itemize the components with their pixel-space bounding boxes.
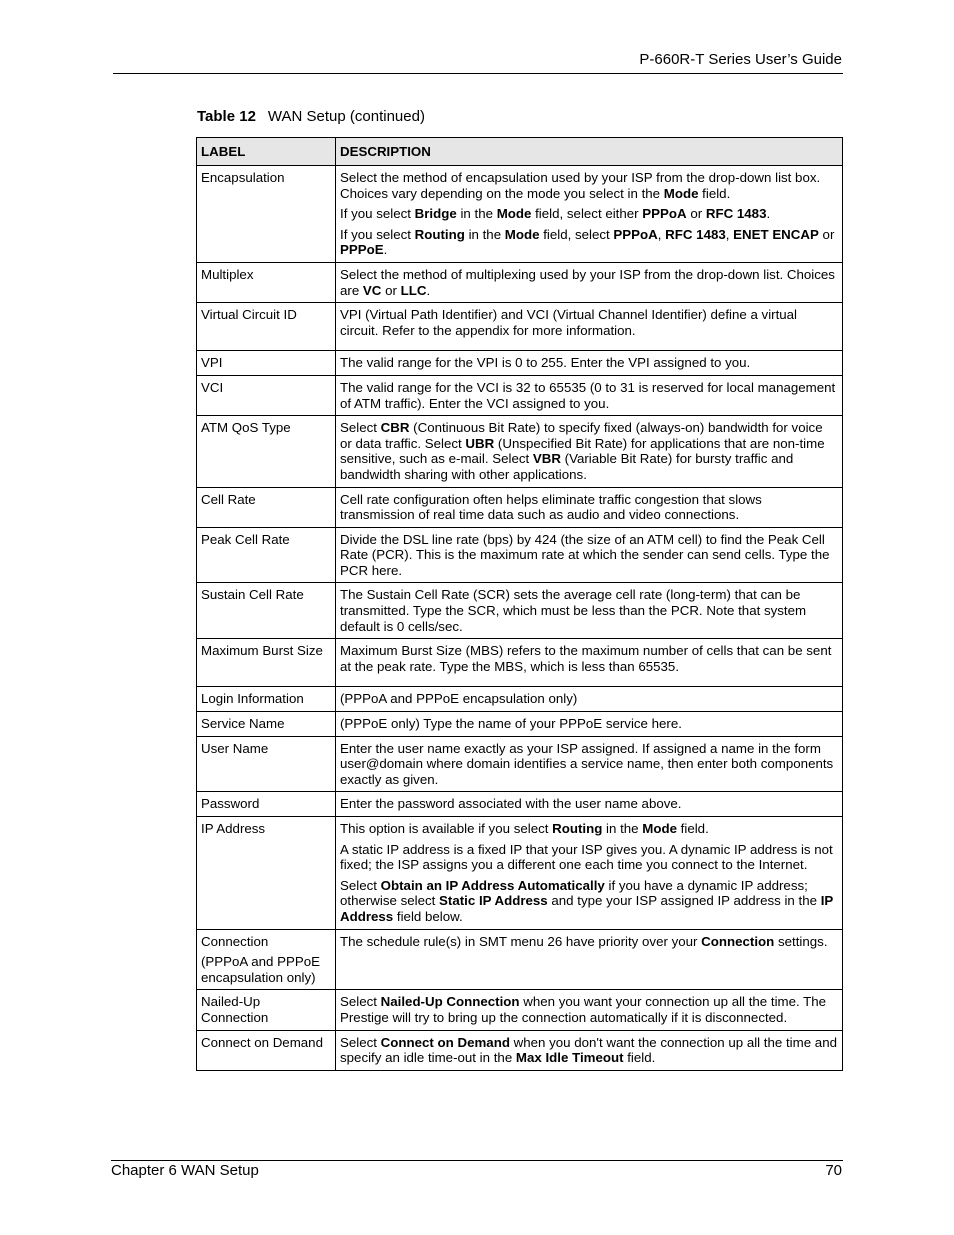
bold-term: VBR	[532, 451, 561, 467]
text-run: A static IP address is a fixed IP that your ISP gives you. A dynamic IP address is not fixed; the ISP assigns you a different one each time you connect to the Internet.	[340, 841, 833, 873]
row-description-paragraph	[340, 307, 838, 338]
table-row	[197, 166, 843, 263]
row-description	[336, 990, 843, 1030]
text-run: If you select	[340, 226, 415, 242]
column-header-description: DESCRIPTION	[336, 138, 843, 166]
row-description	[336, 687, 843, 712]
bold-term: PPPoE	[340, 242, 384, 258]
row-description-paragraph	[340, 821, 838, 837]
text-run: Select	[340, 877, 381, 893]
text-run: The Sustain Cell Rate (SCR) sets the average cell rate (long-term) that can be transmitted. Type the SCR, which must be less than the PCR. Note that system default is 0 cells/sec.	[340, 587, 807, 634]
table-row	[197, 487, 843, 527]
text-run: The valid range for the VCI is 32 to 65535 (0 to 31 is reserved for local management of ATM traffic). Enter the VCI assigned to you.	[340, 379, 836, 411]
table-row	[197, 351, 843, 376]
row-label	[197, 487, 336, 527]
text-run: .	[383, 242, 388, 258]
text-run: .	[426, 282, 431, 298]
row-label-text: VPI	[201, 355, 223, 371]
row-label-text: Sustain Cell Rate	[201, 587, 304, 603]
row-label-text: ATM QoS Type	[201, 420, 291, 436]
text-run: Select the method of encapsulation used by your ISP from the drop-down list box. Choices vary depending on the mode you select in the	[340, 170, 821, 201]
bold-term: Obtain an IP Address Automatically	[380, 877, 605, 893]
row-description-paragraph	[340, 267, 838, 298]
row-description-paragraph	[340, 492, 838, 523]
bold-term: CBR	[380, 420, 410, 436]
table-header-row	[197, 138, 843, 166]
table-row	[197, 817, 843, 930]
row-label-text: Nailed-Up Connection	[201, 994, 269, 1025]
row-label-text: Maximum Burst Size	[201, 643, 323, 659]
column-header-label: LABEL	[197, 138, 336, 166]
bold-term: Mode	[663, 185, 699, 201]
row-label	[197, 583, 336, 639]
text-run: Enter the user name exactly as your ISP assigned. If assigned a name in the form user@domain where domain identifies a service name, then enter both components exactly as given.	[340, 740, 834, 787]
text-run: (PPPoE only) Type the name of your PPPoE service here.	[340, 716, 682, 732]
table-row	[197, 639, 843, 687]
row-label	[197, 736, 336, 792]
table-row	[197, 262, 843, 302]
wan-setup-table	[196, 137, 843, 1071]
row-label-text: Virtual Circuit ID	[201, 307, 297, 323]
row-label-text: VCI	[201, 379, 224, 395]
row-description-paragraph	[340, 741, 838, 788]
footer-chapter: Chapter 6 WAN Setup	[111, 1162, 259, 1179]
row-label	[197, 351, 336, 376]
table-row	[197, 527, 843, 583]
row-label	[197, 639, 336, 687]
row-description-paragraph	[340, 1035, 838, 1066]
text-run: or	[818, 226, 835, 242]
row-label-text: Peak Cell Rate	[201, 531, 290, 547]
row-label	[197, 1030, 336, 1070]
text-run: Select	[340, 994, 381, 1010]
row-description-paragraph	[340, 643, 838, 674]
text-run: or	[381, 282, 401, 298]
row-label-text: Connection	[201, 933, 269, 949]
row-description	[336, 166, 843, 263]
row-description	[336, 487, 843, 527]
row-description	[336, 1030, 843, 1070]
row-description	[336, 416, 843, 487]
text-run: ,	[725, 226, 734, 242]
text-run: Maximum Burst Size (MBS) refers to the maximum number of cells that can be sent at the peak rate. Type the MBS, which is less than 65535.	[340, 643, 832, 674]
running-header-title: P-660R-T Series User’s Guide	[639, 51, 842, 68]
text-run: Enter the password associated with the user name above.	[340, 796, 682, 812]
row-label	[197, 375, 336, 415]
row-label-text: Password	[201, 796, 260, 812]
table-row	[197, 375, 843, 415]
text-run: (PPPoA and PPPoE encapsulation only)	[340, 691, 578, 707]
row-description	[336, 375, 843, 415]
row-label	[197, 527, 336, 583]
row-label-text: Cell Rate	[201, 491, 256, 507]
table-caption-label: Table 12	[197, 108, 256, 125]
text-run: (Unspecified Bit Rate) for applications that are non-time sensitive, such as e-mail. Select	[340, 435, 825, 467]
row-description-paragraph	[340, 691, 838, 707]
footer-rule	[111, 1160, 843, 1161]
bold-term: LLC	[400, 282, 427, 298]
bold-term: UBR	[465, 435, 495, 451]
table-body	[197, 166, 843, 1071]
bold-term: Nailed-Up Connection	[380, 994, 520, 1010]
bold-term: Mode	[504, 226, 540, 242]
text-run: field.	[623, 1050, 656, 1066]
table-row	[197, 792, 843, 817]
table-caption	[197, 108, 425, 125]
row-description-paragraph	[340, 206, 838, 222]
text-run: VPI (Virtual Path Identifier) and VCI (Virtual Channel Identifier) define a virtual circuit. Refer to the appendix for more information.	[340, 307, 798, 338]
bold-term: Connect on Demand	[380, 1034, 510, 1050]
text-run: field.	[698, 185, 731, 201]
bold-term: Max Idle Timeout	[515, 1050, 624, 1066]
row-description-paragraph	[340, 842, 838, 873]
bold-term: VC	[362, 282, 382, 298]
row-label	[197, 303, 336, 351]
text-run: if you have a dynamic IP address; otherwise select	[340, 877, 808, 909]
text-run: Select	[340, 1034, 381, 1050]
text-run: field, select either	[531, 206, 643, 222]
row-label	[197, 262, 336, 302]
row-description	[336, 583, 843, 639]
row-description-paragraph	[340, 994, 838, 1025]
text-run: when you don't want the connection up all the time and specify an idle time-out in the	[340, 1034, 837, 1066]
text-run: .	[766, 206, 771, 222]
bold-term: Mode	[642, 821, 677, 836]
text-run: Divide the DSL line rate (bps) by 424 (the size of an ATM cell) to find the Peak Cell Rate (PCR). This is the maximum rate at which the sender can send cells. Type the PCR here.	[340, 531, 830, 578]
table-row	[197, 929, 843, 990]
row-description	[336, 303, 843, 351]
footer-page-number: 70	[825, 1162, 842, 1179]
text-run: field, select	[539, 226, 614, 242]
row-description-paragraph	[340, 170, 838, 201]
text-run: If you select	[340, 206, 415, 222]
row-description	[336, 817, 843, 930]
table-row	[197, 303, 843, 351]
row-label-text: Multiplex	[201, 266, 254, 282]
text-run: in the	[464, 226, 505, 242]
bold-term: ENET ENCAP	[733, 226, 819, 242]
bold-term: Routing	[552, 821, 603, 836]
row-description-paragraph	[340, 420, 838, 482]
row-description	[336, 262, 843, 302]
row-label-text: User Name	[201, 740, 269, 756]
bold-term: IP Address	[340, 893, 834, 924]
bold-term: Static IP Address	[439, 893, 548, 909]
row-label	[197, 687, 336, 712]
text-run: Select the method of multiplexing used by your ISP from the drop-down list. Choices are	[340, 266, 835, 298]
row-label	[197, 416, 336, 487]
table-row	[197, 416, 843, 487]
row-description	[336, 351, 843, 376]
text-run: or	[686, 206, 706, 222]
row-description-paragraph	[340, 878, 838, 925]
row-label-text: Encapsulation	[201, 170, 285, 185]
text-run: This option is available if you select	[340, 821, 553, 836]
row-description	[336, 527, 843, 583]
row-description-paragraph	[340, 532, 838, 579]
text-run: in the	[456, 206, 497, 222]
table-row	[197, 687, 843, 712]
text-run: settings.	[774, 933, 828, 949]
text-run: when you want your connection up all the time. The Prestige will try to bring up the connection automatically if it is disconnected.	[340, 994, 827, 1025]
row-label	[197, 712, 336, 737]
text-run: ,	[657, 226, 666, 242]
row-label	[197, 792, 336, 817]
row-description	[336, 792, 843, 817]
row-label-text: Service Name	[201, 716, 285, 732]
table-row	[197, 712, 843, 737]
row-label-text: Login Information	[201, 691, 304, 707]
text-run: Select	[340, 420, 381, 436]
row-description-paragraph	[340, 796, 838, 812]
text-run: The schedule rule(s) in SMT menu 26 have priority over your	[340, 933, 702, 949]
row-description-paragraph	[340, 380, 838, 411]
bold-term: PPPoA	[642, 206, 687, 222]
bold-term: RFC 1483	[705, 206, 767, 222]
row-description	[336, 736, 843, 792]
table-row	[197, 583, 843, 639]
bold-term: Connection	[701, 933, 775, 949]
table-caption-text: WAN Setup (continued)	[267, 108, 425, 125]
bold-term: RFC 1483	[665, 226, 726, 242]
row-label	[197, 929, 336, 990]
row-description-paragraph	[340, 934, 838, 950]
text-run: The valid range for the VPI is 0 to 255. Enter the VPI assigned to you.	[340, 355, 751, 371]
row-label-text: (PPPoA and PPPoE encapsulation only)	[201, 954, 321, 985]
row-description-paragraph	[340, 227, 838, 258]
row-description	[336, 929, 843, 990]
row-description-paragraph	[340, 355, 838, 371]
row-description	[336, 712, 843, 737]
table-row	[197, 1030, 843, 1070]
text-run: field.	[676, 821, 709, 836]
row-description-paragraph	[340, 587, 838, 634]
row-label-text: IP Address	[201, 821, 266, 836]
row-label	[197, 817, 336, 930]
text-run: field below.	[393, 908, 463, 924]
bold-term: Mode	[496, 206, 532, 222]
row-label	[197, 990, 336, 1030]
text-run: (Continuous Bit Rate) to specify fixed (always-on) bandwidth for voice or data traffic. Select	[340, 420, 823, 451]
header-rule	[113, 73, 843, 74]
row-description	[336, 639, 843, 687]
text-run: in the	[602, 821, 643, 836]
table-row	[197, 736, 843, 792]
bold-term: Routing	[414, 226, 465, 242]
text-run: and type your ISP assigned IP address in the	[547, 893, 821, 909]
text-run: Cell rate configuration often helps eliminate traffic congestion that slows transmission of real time data such as audio and video connections.	[340, 491, 762, 523]
row-label	[197, 166, 336, 263]
bold-term: Bridge	[414, 206, 457, 222]
bold-term: PPPoA	[613, 226, 658, 242]
text-run: (Variable Bit Rate) for bursty traffic and bandwidth sharing with other applications.	[340, 451, 794, 482]
table-row	[197, 990, 843, 1030]
row-description-paragraph	[340, 716, 838, 732]
row-label-text: Connect on Demand	[201, 1034, 323, 1050]
